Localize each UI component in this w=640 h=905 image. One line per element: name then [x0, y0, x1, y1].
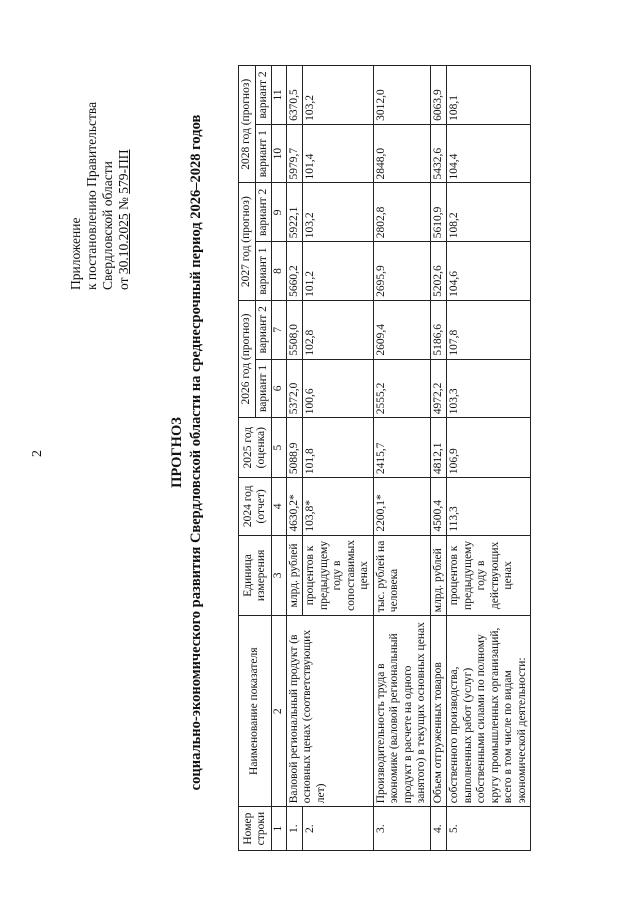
document-title — [168, 0, 206, 905]
unit-cell: процентов к предыдущему году в сопоставимых ценах — [303, 535, 374, 616]
title-line-1: ПРОГНОЗ — [169, 417, 185, 488]
column-number: 2 — [272, 616, 287, 807]
row-number: 5. — [447, 807, 531, 851]
column-numbers-row — [272, 66, 287, 851]
value-cell: 103,8* — [303, 478, 374, 536]
unit-cell: млрд. рублей — [430, 535, 447, 616]
indicator-name: собственного производства, выполненных работ (услуг) собственными силами по полному кругу промышленных организаций, всего в том числе по видам экономической деятельности: — [447, 616, 531, 807]
header-2026: 2026 год (прогноз) — [239, 300, 256, 417]
value-cell: 5922,1 — [286, 183, 303, 242]
value-cell: 2415,7 — [373, 418, 430, 478]
value-cell: 5610,9 — [430, 183, 447, 242]
header-unit: Единица измерения — [239, 535, 272, 616]
column-number: 1 — [272, 807, 287, 851]
date-prefix: от — [116, 277, 131, 290]
appendix-line-2: к постановлению Правительства — [84, 101, 99, 290]
header-2025: 2025 год (оценка) — [239, 418, 272, 478]
indicator-name: Валовой региональный продукт (в основных ценах (соответствующих лет) — [286, 616, 373, 807]
appendix-block — [68, 50, 132, 290]
row-number: 4. — [430, 807, 447, 851]
column-number: 11 — [272, 66, 287, 125]
page-number: 2 — [30, 450, 45, 457]
column-number: 3 — [272, 535, 287, 616]
appendix-line-3: Свердловской области — [100, 161, 115, 290]
value-cell: 3012,0 — [373, 66, 430, 125]
value-cell: 2555,2 — [373, 359, 430, 418]
header-variant-2: вариант 2 — [255, 66, 272, 125]
row-number: 1. — [286, 807, 303, 851]
header-variant-2: вариант 2 — [255, 183, 272, 242]
value-cell: 4812,1 — [430, 418, 447, 478]
value-cell: 107,8 — [447, 300, 531, 359]
value-cell: 106,9 — [447, 418, 531, 478]
value-cell: 5372,0 — [286, 359, 303, 418]
value-cell: 4500,4 — [430, 478, 447, 536]
value-cell: 4630,2* — [286, 478, 303, 536]
header-variant-1: вариант 1 — [255, 124, 272, 183]
value-cell: 5979,7 — [286, 124, 303, 183]
indicator-name: Объем отгруженных товаров — [430, 616, 447, 807]
appendix-date-line — [116, 50, 132, 290]
value-cell: 6063,9 — [430, 66, 447, 125]
indicator-name: Производительность труда в экономике (валовой региональный продукт в расчете на одного занятого) в текущих основных ценах — [373, 616, 430, 807]
value-cell: 104,6 — [447, 242, 531, 301]
header-variant-2: вариант 2 — [255, 300, 272, 359]
value-cell: 102,8 — [303, 300, 374, 359]
table-row — [373, 66, 430, 851]
table-row — [447, 66, 531, 851]
value-cell: 103,3 — [447, 359, 531, 418]
value-cell: 104,4 — [447, 124, 531, 183]
header-indicator: Наименование показателя — [239, 616, 272, 807]
column-number: 9 — [272, 183, 287, 242]
header-2028: 2028 год (прогноз) — [239, 66, 256, 184]
column-number: 10 — [272, 124, 287, 183]
value-cell: 108,1 — [447, 66, 531, 125]
value-cell: 103,2 — [303, 183, 374, 242]
column-number: 8 — [272, 242, 287, 301]
value-cell: 2609,4 — [373, 300, 430, 359]
appendix-line-1: Приложение — [68, 217, 83, 290]
header-row-number: Номер строки — [239, 807, 272, 851]
value-cell: 2200,1* — [373, 478, 430, 536]
value-cell: 101,4 — [303, 124, 374, 183]
value-cell: 5660,2 — [286, 242, 303, 301]
header-2027: 2027 год (прогноз) — [239, 183, 256, 300]
title-line-2: социально-экономического развития Свердловской области на среднесрочный период 2026–2028 годов — [188, 114, 204, 791]
value-cell: 113,3 — [447, 478, 531, 536]
value-cell: 101,8 — [303, 418, 374, 478]
unit-cell: млрд. рублей — [286, 535, 303, 616]
table-row — [430, 66, 447, 851]
column-number: 5 — [272, 418, 287, 478]
value-cell: 5088,9 — [286, 418, 303, 478]
appendix-number: 579-ПП — [116, 149, 131, 194]
value-cell: 2848,0 — [373, 124, 430, 183]
row-number: 3. — [373, 807, 430, 851]
value-cell: 5202,6 — [430, 242, 447, 301]
value-cell: 101,2 — [303, 242, 374, 301]
table-row — [286, 66, 303, 851]
unit-cell: тыс. рублей на человека — [373, 535, 430, 616]
value-cell: 4972,2 — [430, 359, 447, 418]
value-cell: 100,6 — [303, 359, 374, 418]
column-number: 6 — [272, 359, 287, 418]
unit-cell: процентов к предыдущему году в действующих ценах — [447, 535, 531, 616]
value-cell: 108,2 — [447, 183, 531, 242]
value-cell: 5432,6 — [430, 124, 447, 183]
value-cell: 6370,5 — [286, 66, 303, 125]
header-variant-1: вариант 1 — [255, 242, 272, 301]
column-number: 7 — [272, 300, 287, 359]
value-cell: 103,2 — [303, 66, 374, 125]
appendix-date: 30.10.2025 — [116, 213, 131, 275]
value-cell: 5508,0 — [286, 300, 303, 359]
column-number: 4 — [272, 478, 287, 536]
value-cell: 2695,9 — [373, 242, 430, 301]
value-cell: 5186,6 — [430, 300, 447, 359]
number-prefix: № — [116, 197, 131, 211]
row-number: 2. — [303, 807, 374, 851]
forecast-table — [238, 65, 531, 851]
header-variant-1: вариант 1 — [255, 359, 272, 418]
value-cell: 2802,8 — [373, 183, 430, 242]
header-2024: 2024 год (отчет) — [239, 478, 272, 536]
